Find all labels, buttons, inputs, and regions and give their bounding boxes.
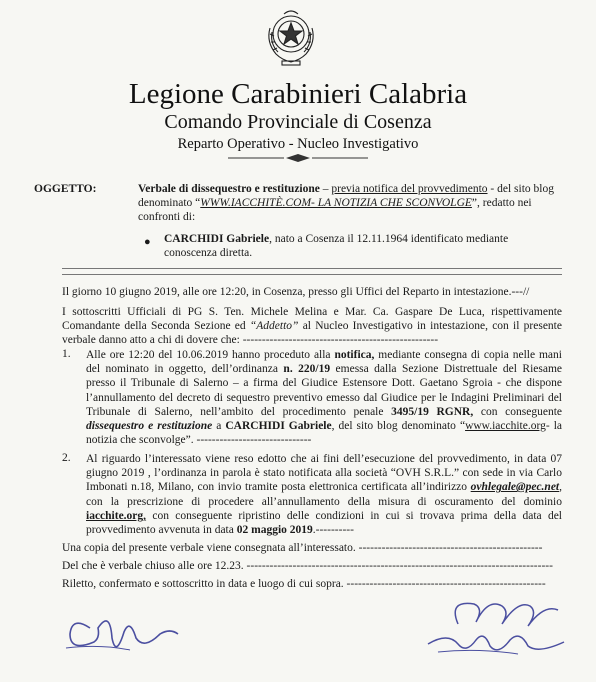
item-bold: notifica, [334,349,375,361]
item-text: mediante consegna di copia nelle mani del nominato in oggetto, dell’ordinanza [86,349,562,376]
subject-end: ”, redatto nei confronti di: [138,197,532,223]
blog-url-link[interactable]: www.iacchite.org [465,420,546,433]
officers-text: I sottoscritti Ufficiali di PG S. Ten. Michele Melina e Mar. Ca. Gaspare De Luca, rispettivamente Comandante della Seconda Sezione ed [62,306,562,333]
double-divider [62,268,562,275]
item-bold: 3495/19 RGNR, [391,405,474,418]
officers-text-end: al Nucleo Investigativo in intestazione, con il presente verbale danno atto a chi di dovere che: --------------------------------------------------- [62,320,562,347]
item-text: - la notizia che sconvolge”. ------------------------------ [86,420,562,447]
blog-link[interactable]: WWW.IACCHITÈ.COM- LA NOTIZIA CHE SCONVOLGE [200,197,472,209]
subject-label: OGGETTO: [34,183,97,195]
item-text: con conseguente ripristino delle condizioni in cui si trovava prima della data del provvedimento avvenuta in data [86,509,562,537]
person-details: , nato a Cosenza il 12.11.1964 identificato mediante conoscenza diretta. [164,233,509,259]
item-text: a [212,420,226,433]
list-item [86,452,562,537]
item-text: .---------- [312,524,354,537]
subject-desc: - del sito blog denominato “ [138,183,554,209]
domain-link[interactable]: iacchite.org, [86,509,147,522]
item-bold: CARCHIDI Gabriele [225,420,332,433]
subject-title: Verbale di dissequestro e restituzione [138,183,320,195]
signature-right [418,594,568,664]
confirmation-line: Riletto, confermato e sottoscritto in data e luogo di cui sopra. ---------------------------------------------------- [62,578,546,590]
list-item [86,348,562,447]
page-subtitle: Comando Provinciale di Cosenza [164,111,432,133]
item-bold-italic: dissequestro e restituzione [86,420,213,433]
copy-line: Una copia del presente verbale viene consegnata all’interessato. ------------------------------------------------ [62,542,543,554]
italian-republic-emblem-icon [262,6,320,68]
item-number: 1. [62,348,71,360]
item-text: , con la prescrizione di procedere all’annullamento della misura di oscuramento del dominio [86,481,562,508]
department-name: Reparto Operativo - Nucleo Investigativo [177,136,419,152]
subject-notice: previa notifica del provvedimento [331,183,488,195]
bullet-icon: ● [144,236,151,248]
person-name: CARCHIDI Gabriele [164,233,270,245]
item-text: , del sito blog denominato “ [331,420,466,433]
item-bold: 02 maggio 2019 [236,524,313,537]
officers-paragraph [62,305,562,348]
closing-line: Del che è verbale chiuso alle ore 12.23. -------------------------------------------------------------------------------- [62,560,553,572]
signature-left [60,598,180,658]
item-text: Al riguardo l’interessato viene reso edotto che ai fini dell’esecuzione del provvedimento, in data 07 giugno 2019 , l’ordinanza in parola è stato notificata alla società “OVH S.R.L.” con sede in via Carlo Imbonati n.18, Milano, con invio tramite posta elettronica certificata all’indirizzo [86,453,562,494]
page-title: Legione Carabinieri Calabria [128,78,468,110]
subject-sep: – [319,183,332,195]
item-text: Alle ore 12:20 del 10.06.2019 hanno proceduto alla [86,349,335,361]
subject-person [164,232,560,260]
subject-text [138,182,560,224]
item-bold: n. 220/19 [283,363,331,376]
item-text: con conseguente [473,405,562,418]
pec-email-link[interactable]: ovhlegale@pec.net [470,481,560,494]
item-number: 2. [62,452,71,464]
item-text: emessa dalla Sezione Distrettuale del Riesame presso il Tribunale di Salerno – a firma del Giudice Estensore Dott. Gaetano Sgroia - che dispone l’annullamento del decreto di sequestro preventivo emesso dal Giudice per le Indagini Preliminari del Tribunale di Salerno, nell’ambito del procedimento penale [86,363,562,418]
intro-paragraph: Il giorno 10 giugno 2019, alle ore 12:20, in Cosenza, presso gli Uffici del Reparto in intestazione.---// [62,286,530,298]
officers-role: “Addetto” [249,320,299,333]
ornament-divider-icon [228,153,368,163]
